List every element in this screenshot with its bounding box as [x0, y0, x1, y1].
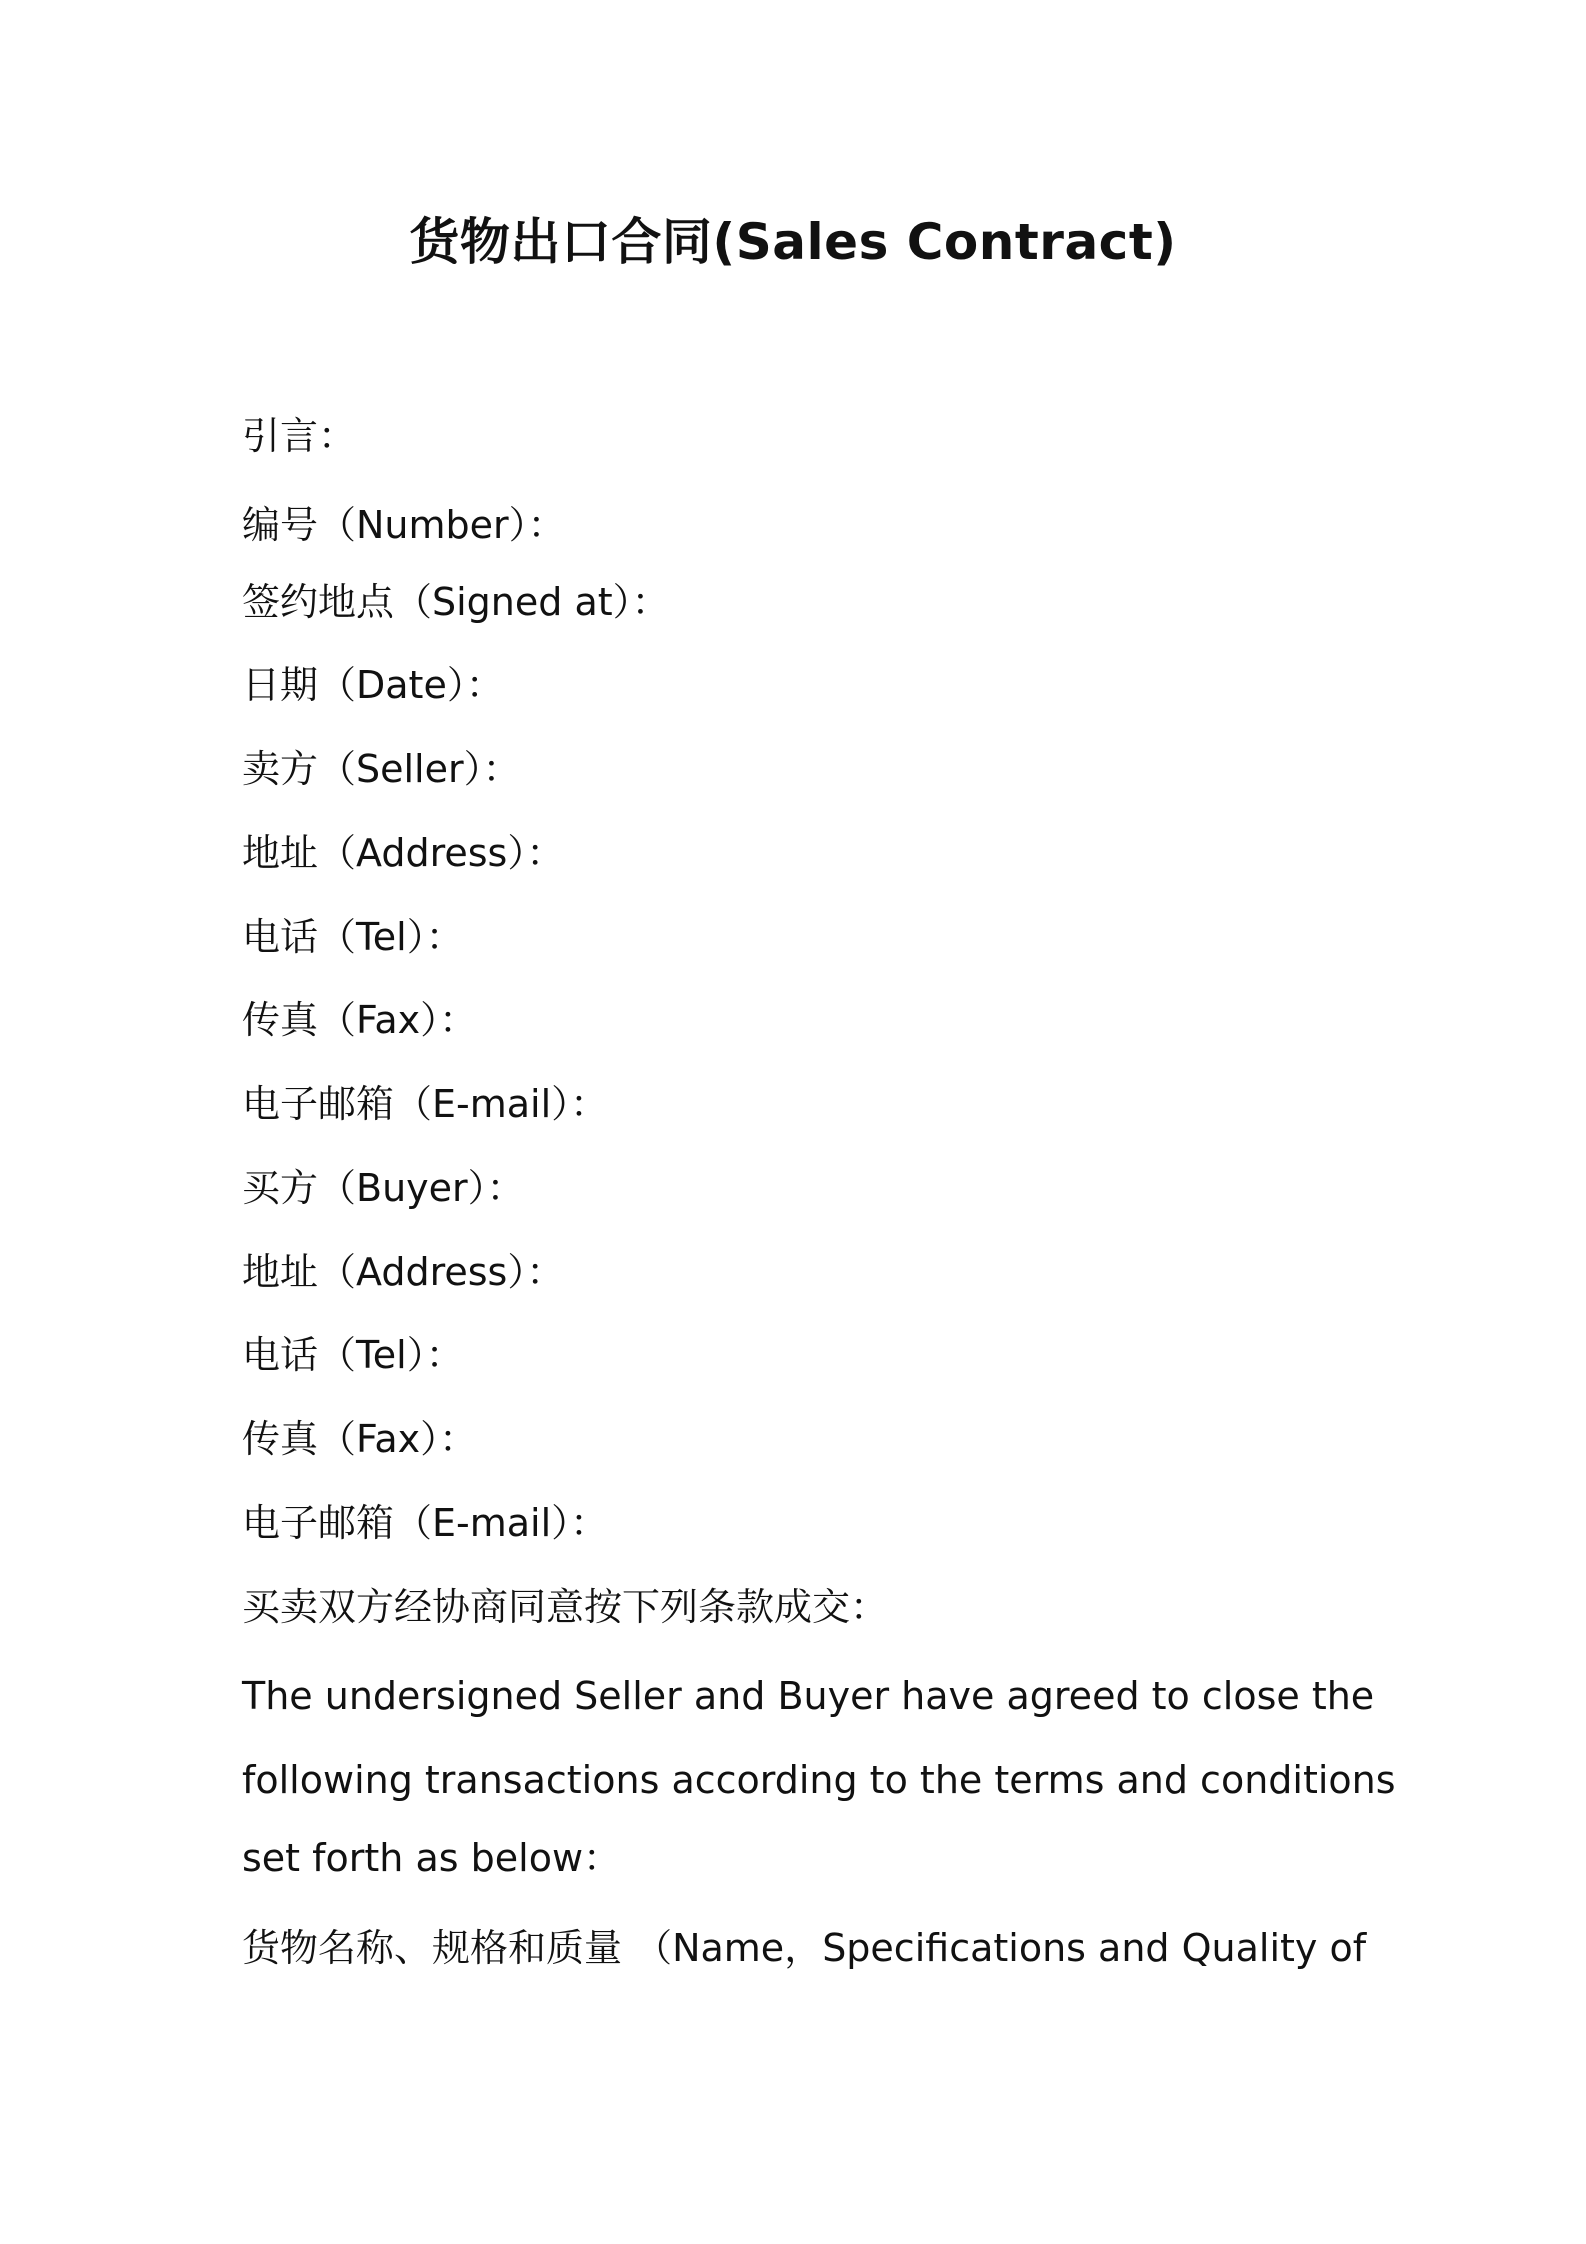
preface-label: 引言：	[242, 414, 357, 458]
field-seller-email: 电子邮箱（E-mail）：	[242, 1082, 609, 1126]
agreement-english-line-1: The undersigned Seller and Buyer have agreed to close the	[242, 1674, 1375, 1718]
field-seller-address: 地址（Address）：	[242, 831, 565, 875]
field-date: 日期（Date）：	[242, 663, 504, 707]
agreement-english-line-2: following transactions according to the terms and conditions	[242, 1758, 1396, 1802]
field-buyer-fax: 传真（Fax）：	[242, 1417, 478, 1461]
field-seller-fax: 传真（Fax）：	[242, 998, 478, 1042]
field-seller: 卖方（Seller）：	[242, 747, 521, 791]
field-buyer-email: 电子邮箱（E-mail）：	[242, 1501, 609, 1545]
field-buyer-tel: 电话（Tel）：	[242, 1333, 464, 1377]
field-seller-tel: 电话（Tel）：	[242, 915, 464, 959]
goods-heading: 货物名称、规格和质量 （Name，Specifications and Quality of	[242, 1926, 1367, 1970]
document-title: 货物出口合同(Sales Contract)	[409, 213, 1177, 271]
agreement-english-line-3: set forth as below：	[242, 1836, 622, 1880]
agreement-chinese: 买卖双方经协商同意按下列条款成交：	[242, 1585, 889, 1629]
field-number: 编号（Number）：	[242, 503, 566, 547]
field-buyer-address: 地址（Address）：	[242, 1250, 565, 1294]
field-buyer: 买方（Buyer）：	[242, 1166, 525, 1210]
field-signed-at: 签约地点（Signed at）：	[242, 580, 670, 624]
